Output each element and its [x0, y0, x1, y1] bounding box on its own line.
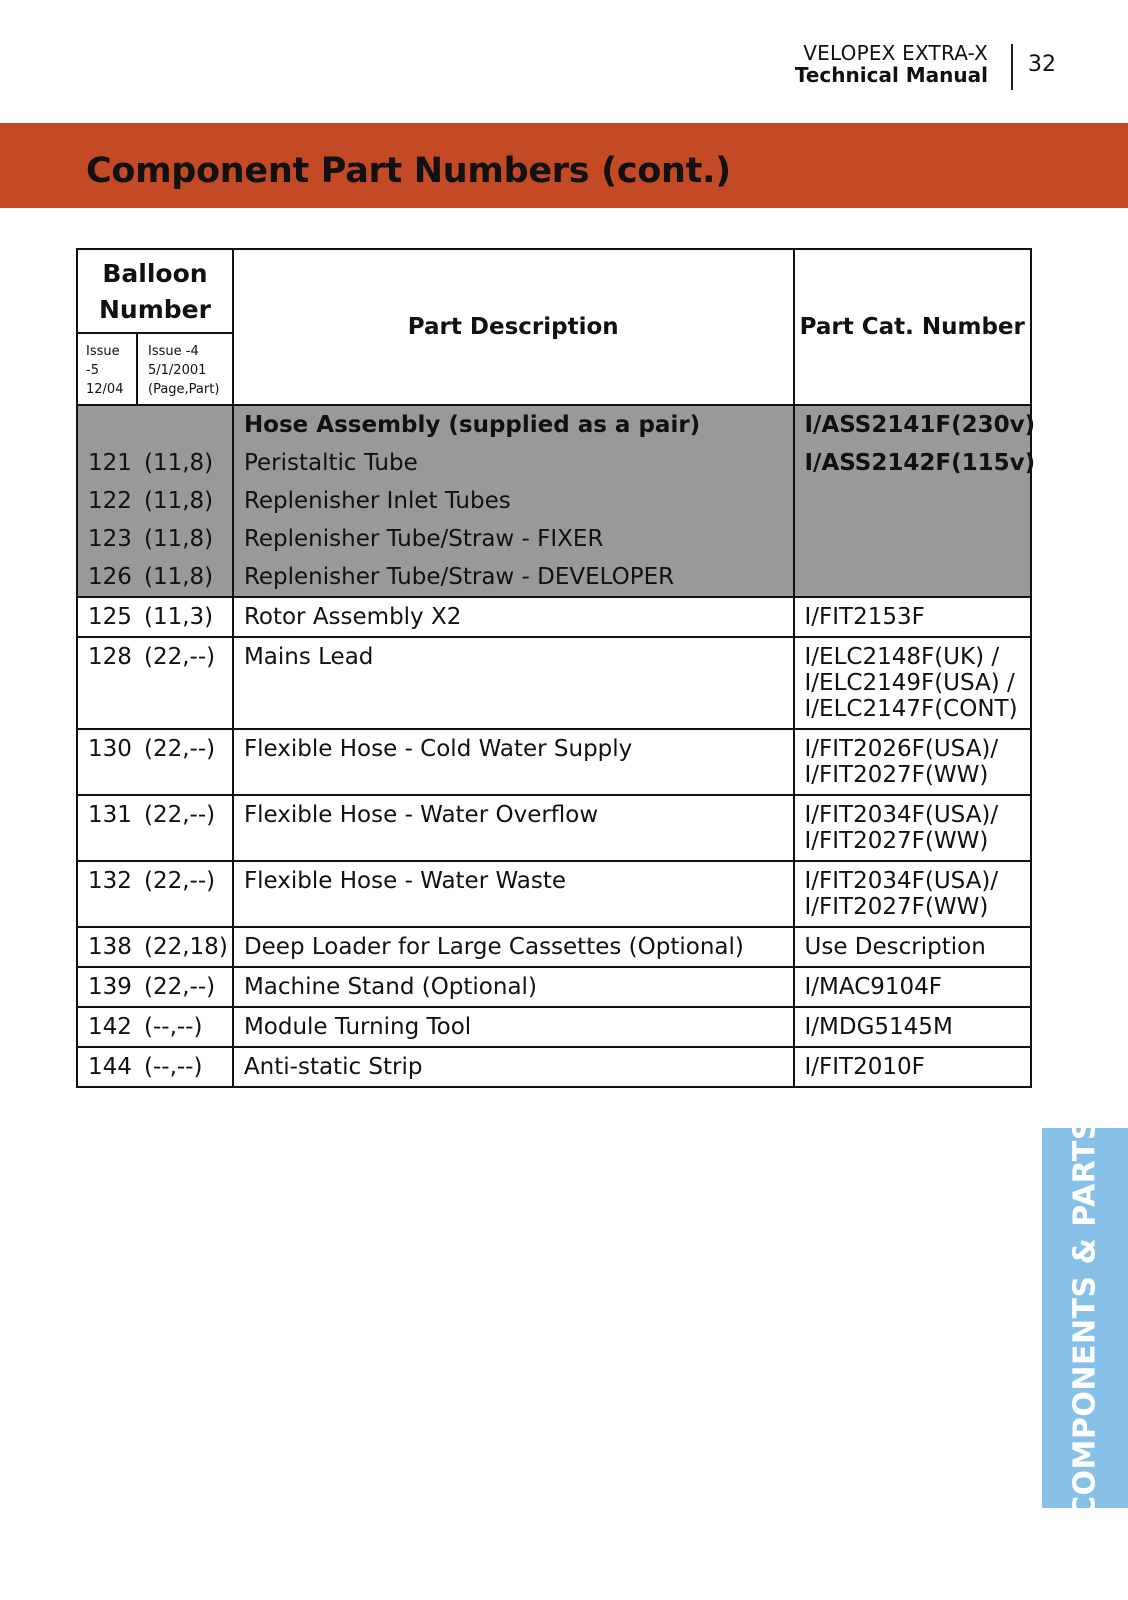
balloon-number: 122: [88, 488, 132, 514]
page-part-ref: (22,--): [144, 644, 216, 670]
balloon-header: [77, 249, 233, 405]
balloon-number: 131: [88, 802, 132, 828]
page-part-ref: (22,18): [144, 934, 228, 960]
cat-number-cell: [794, 520, 1032, 558]
description-cell: Anti-static Strip: [233, 1047, 794, 1087]
description-cell: Deep Loader for Large Cassettes (Optional): [233, 927, 794, 967]
description-header: Part Description: [233, 249, 794, 405]
page-part-ref: (11,8): [144, 450, 214, 476]
page-number: 32: [1028, 52, 1056, 77]
cat-number-cell: [794, 795, 1032, 861]
balloon-cell: [77, 405, 233, 444]
group-item-row: [77, 520, 1031, 558]
issue4-line: 5/1/2001: [148, 363, 207, 378]
page-part-ref: (22,--): [144, 736, 216, 762]
table-row: [77, 1007, 1031, 1047]
group-item-row: [77, 444, 1031, 482]
section-side-tab[interactable]: [1042, 1118, 1128, 1518]
issue5-line: -5: [86, 363, 99, 378]
table-row: [77, 861, 1031, 927]
balloon-cell: [77, 795, 233, 861]
balloon-number: 126: [88, 564, 132, 590]
balloon-cell: [77, 1047, 233, 1087]
balloon-cell: [77, 520, 233, 558]
table-header-row: [77, 249, 1031, 405]
table-row: [77, 729, 1031, 795]
page-part-ref: (--,--): [144, 1014, 203, 1040]
table-row: [77, 637, 1031, 729]
description-cell: Replenisher Tube/Straw - FIXER: [233, 520, 794, 558]
description-cell: Flexible Hose - Cold Water Supply: [233, 729, 794, 795]
table-row: [77, 795, 1031, 861]
description-cell: Flexible Hose - Water Waste: [233, 861, 794, 927]
balloon-number: 128: [88, 644, 132, 670]
description-cell: Replenisher Inlet Tubes: [233, 482, 794, 520]
page-part-ref: (22,--): [144, 974, 216, 1000]
cat-number-line: I/FIT2034F(USA)/: [804, 802, 999, 828]
header-divider: [1011, 44, 1013, 90]
group-item-row: [77, 558, 1031, 597]
page-part-ref: (--,--): [144, 1054, 203, 1080]
cat-number-header: Part Cat. Number: [794, 249, 1032, 405]
balloon-header-label: Balloon Number: [78, 250, 232, 334]
cat-number-line: I/ELC2147F(CONT): [804, 696, 1018, 722]
cat-number-line: I/FIT2027F(WW): [804, 894, 989, 920]
cat-number-line: I/FIT2027F(WW): [804, 762, 989, 788]
cat-number-line: I/ELC2149F(USA) /: [804, 670, 1015, 696]
cat-number-cell: [794, 482, 1032, 520]
cat-number-cell: [794, 637, 1032, 729]
balloon-cell: [77, 1007, 233, 1047]
cat-number-cell: [794, 558, 1032, 597]
running-header: [795, 42, 988, 86]
section-title: Component Part Numbers (cont.): [86, 151, 731, 191]
balloon-number: 125: [88, 604, 132, 630]
issue5-subheader: [78, 334, 138, 404]
issue5-line: Issue: [86, 344, 120, 359]
description-cell: Peristaltic Tube: [233, 444, 794, 482]
section-banner: [0, 123, 1128, 208]
page-part-ref: (11,8): [144, 488, 214, 514]
balloon-cell: [77, 967, 233, 1007]
balloon-cell: [77, 444, 233, 482]
description-cell: Mains Lead: [233, 637, 794, 729]
cat-number-cell: [794, 967, 1032, 1007]
description-cell: Rotor Assembly X2: [233, 597, 794, 637]
issue4-subheader: [138, 334, 232, 404]
balloon-number: 130: [88, 736, 132, 762]
balloon-number: 138: [88, 934, 132, 960]
manual-name: Technical Manual: [794, 63, 988, 87]
cat-number-cell: I/ASS2142F(115v): [794, 444, 1032, 482]
balloon-number: 139: [88, 974, 132, 1000]
balloon-cell: [77, 597, 233, 637]
balloon-cell: [77, 729, 233, 795]
page-part-ref: (11,3): [144, 604, 214, 630]
issue5-line: 12/04: [86, 382, 124, 397]
side-tab-label: COMPONENTS & PARTS: [1067, 1118, 1103, 1518]
balloon-number: 121: [88, 450, 132, 476]
cat-number-line: I/MDG5145M: [804, 1014, 953, 1040]
cat-number-cell: [794, 1047, 1032, 1087]
balloon-cell: [77, 927, 233, 967]
description-cell: Replenisher Tube/Straw - DEVELOPER: [233, 558, 794, 597]
table-row: [77, 927, 1031, 967]
balloon-number: 142: [88, 1014, 132, 1040]
table-row: [77, 1047, 1031, 1087]
cat-number-line: Use Description: [804, 934, 986, 960]
description-cell: Module Turning Tool: [233, 1007, 794, 1047]
balloon-cell: [77, 861, 233, 927]
balloon-cell: [77, 637, 233, 729]
cat-number-line: I/FIT2027F(WW): [804, 828, 989, 854]
cat-number-cell: [794, 1007, 1032, 1047]
cat-number-line: I/ELC2148F(UK) /: [804, 644, 1000, 670]
page-part-ref: (11,8): [144, 564, 214, 590]
cat-number-cell: I/ASS2141F(230v): [794, 405, 1032, 444]
issue4-line: (Page,Part): [148, 382, 220, 397]
cat-number-cell: [794, 597, 1032, 637]
parts-table: [76, 248, 1036, 1088]
balloon-number: 132: [88, 868, 132, 894]
table-row: [77, 597, 1031, 637]
balloon-number: 123: [88, 526, 132, 552]
page-part-ref: (22,--): [144, 802, 216, 828]
group-item-row: [77, 482, 1031, 520]
product-name: VELOPEX EXTRA-X: [803, 41, 988, 65]
cat-number-line: I/FIT2034F(USA)/: [804, 868, 999, 894]
group-title-row: [77, 405, 1031, 444]
issue4-line: Issue -4: [148, 344, 199, 359]
cat-number-cell: [794, 927, 1032, 967]
description-cell: Hose Assembly (supplied as a pair): [233, 405, 794, 444]
cat-number-cell: [794, 729, 1032, 795]
balloon-cell: [77, 482, 233, 520]
balloon-cell: [77, 558, 233, 597]
cat-number-line: I/FIT2153F: [804, 604, 925, 630]
cat-number-line: I/FIT2010F: [804, 1054, 925, 1080]
description-cell: Flexible Hose - Water Overflow: [233, 795, 794, 861]
cat-number-line: I/MAC9104F: [804, 974, 943, 1000]
description-cell: Machine Stand (Optional): [233, 967, 794, 1007]
table-row: [77, 967, 1031, 1007]
balloon-number: 144: [88, 1054, 132, 1080]
page-part-ref: (22,--): [144, 868, 216, 894]
issue-subheaders: [78, 334, 232, 404]
cat-number-line: I/FIT2026F(USA)/: [804, 736, 999, 762]
cat-number-cell: [794, 861, 1032, 927]
page-part-ref: (11,8): [144, 526, 214, 552]
